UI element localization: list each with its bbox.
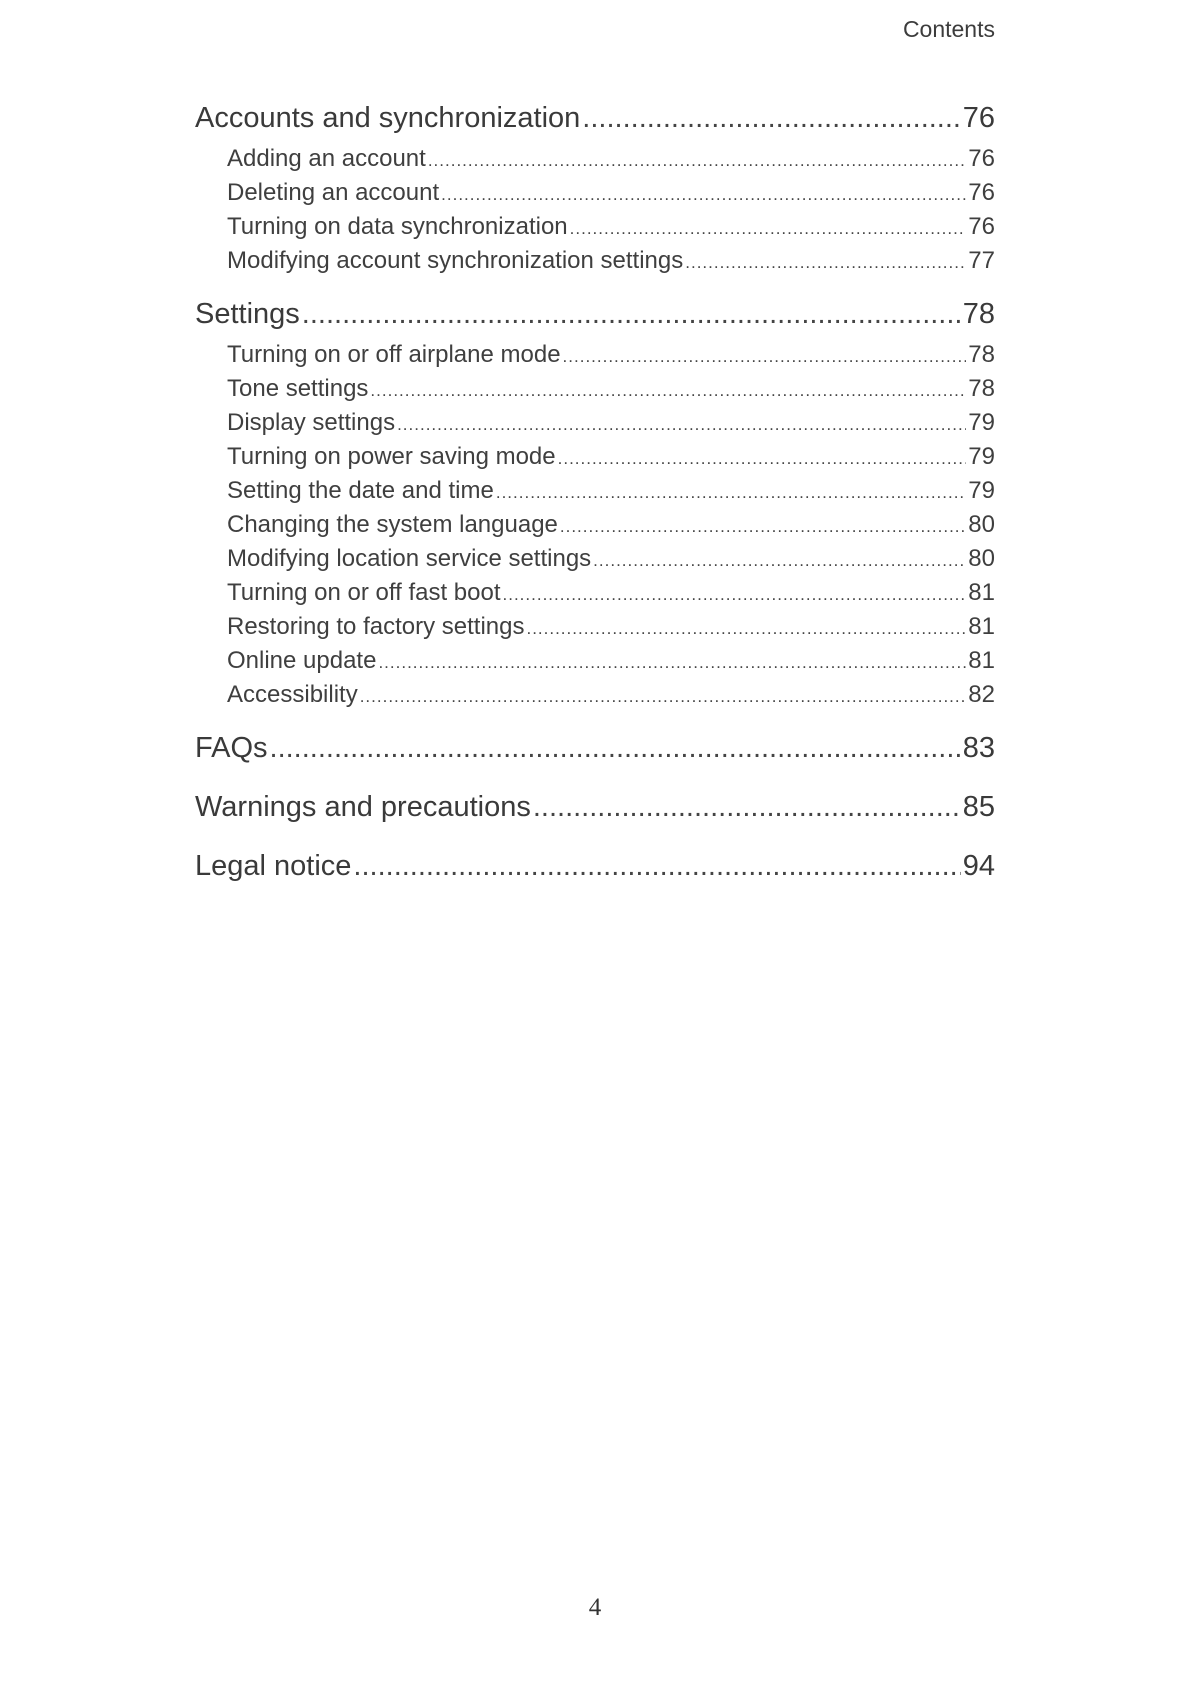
- toc-chapter-entry[interactable]: [195, 726, 995, 770]
- toc-page-number: 79: [968, 409, 995, 436]
- dot-leader: [563, 340, 967, 374]
- dot-leader: [496, 476, 966, 510]
- dot-leader: [560, 510, 966, 544]
- toc-page-number: 77: [968, 247, 995, 274]
- dot-leader: [558, 442, 967, 476]
- toc-chapter-title: Accounts and synchronization: [195, 102, 581, 134]
- toc-section-entry[interactable]: [195, 210, 995, 244]
- toc-section-title: Turning on or off airplane mode: [227, 341, 561, 368]
- toc-section-title: Turning on data synchronization: [227, 213, 568, 240]
- toc-section-entry[interactable]: [195, 508, 995, 542]
- dot-leader: [270, 726, 961, 770]
- toc-section-title: Turning on power saving mode: [227, 443, 556, 470]
- toc-page-number: 79: [968, 477, 995, 504]
- toc-page-number: 76: [968, 179, 995, 206]
- dot-leader: [302, 292, 961, 336]
- toc-section-entry[interactable]: [195, 576, 995, 610]
- dot-leader: [570, 212, 967, 246]
- toc-section-entry[interactable]: [195, 440, 995, 474]
- toc-page-number: 94: [962, 850, 995, 882]
- toc-section-entry[interactable]: [195, 678, 995, 712]
- dot-leader: [685, 246, 966, 280]
- toc-page-number: 83: [962, 732, 995, 764]
- toc-page-number: 81: [968, 613, 995, 640]
- dot-leader: [582, 96, 960, 140]
- toc-section-entry[interactable]: [195, 244, 995, 278]
- running-header: Contents: [902, 16, 995, 42]
- dot-leader: [593, 544, 966, 578]
- toc-page-number: 76: [962, 102, 995, 134]
- toc-section-entry[interactable]: [195, 474, 995, 508]
- toc-chapter-entry[interactable]: [195, 844, 995, 888]
- toc-page-number: 79: [968, 443, 995, 470]
- dot-leader: [360, 680, 967, 714]
- toc-section-entry[interactable]: [195, 372, 995, 406]
- dot-leader: [428, 144, 966, 178]
- toc-chapter-entry[interactable]: [195, 292, 995, 336]
- toc-section-title: Online update: [227, 647, 377, 674]
- toc-page-number: 80: [968, 545, 995, 572]
- toc-section-title: Modifying account synchronization settings: [227, 247, 684, 274]
- toc-section-entry[interactable]: [195, 610, 995, 644]
- toc-chapter-title: FAQs: [195, 732, 268, 764]
- toc-chapter-title: Settings: [195, 298, 300, 330]
- dot-leader: [503, 578, 967, 612]
- toc-page-number: 76: [968, 213, 995, 240]
- toc-section-title: Tone settings: [227, 375, 369, 402]
- toc-section-entry[interactable]: [195, 176, 995, 210]
- toc-chapter-faqs: [195, 726, 995, 770]
- toc-page-number: 78: [968, 375, 995, 402]
- toc-section-title: Turning on or off fast boot: [227, 579, 501, 606]
- toc-section-title: Setting the date and time: [227, 477, 494, 504]
- dot-leader: [533, 785, 961, 829]
- toc-chapter-entry[interactable]: [195, 96, 995, 140]
- toc-chapter-title: Warnings and precautions: [195, 791, 531, 823]
- dot-leader: [378, 646, 966, 680]
- toc-section-entry[interactable]: [195, 644, 995, 678]
- dot-leader: [526, 612, 966, 646]
- toc-section-title: Accessibility: [227, 681, 358, 708]
- toc-section-entry[interactable]: [195, 406, 995, 440]
- toc-section-title: Changing the system language: [227, 511, 558, 538]
- toc-section-title: Modifying location service settings: [227, 545, 592, 572]
- toc-section-title: Adding an account: [227, 145, 426, 172]
- toc-page-number: 78: [962, 298, 995, 330]
- dot-leader: [353, 844, 960, 888]
- toc-chapter-entry[interactable]: [195, 785, 995, 829]
- toc-page-number: 80: [968, 511, 995, 538]
- toc-page-number: 85: [962, 791, 995, 823]
- page-number: 4: [588, 1594, 602, 1621]
- dot-leader: [441, 178, 966, 212]
- toc-page-number: 76: [968, 145, 995, 172]
- toc-chapter-title: Legal notice: [195, 850, 352, 882]
- toc-section-title: Deleting an account: [227, 179, 440, 206]
- toc-page-number: 78: [968, 341, 995, 368]
- toc-chapter-accounts: [195, 96, 995, 278]
- toc-section-entry[interactable]: [195, 338, 995, 372]
- table-of-contents: [195, 96, 995, 903]
- toc-section-entry[interactable]: [195, 542, 995, 576]
- toc-section-title: Display settings: [227, 409, 396, 436]
- toc-section-title: Restoring to factory settings: [227, 613, 525, 640]
- toc-page-number: 82: [968, 681, 995, 708]
- toc-page-number: 81: [968, 647, 995, 674]
- dot-leader: [370, 374, 966, 408]
- toc-chapter-warnings: [195, 785, 995, 829]
- dot-leader: [397, 408, 966, 442]
- toc-page-number: 81: [968, 579, 995, 606]
- toc-chapter-settings: [195, 292, 995, 712]
- toc-section-entry[interactable]: [195, 142, 995, 176]
- toc-chapter-legal: [195, 844, 995, 888]
